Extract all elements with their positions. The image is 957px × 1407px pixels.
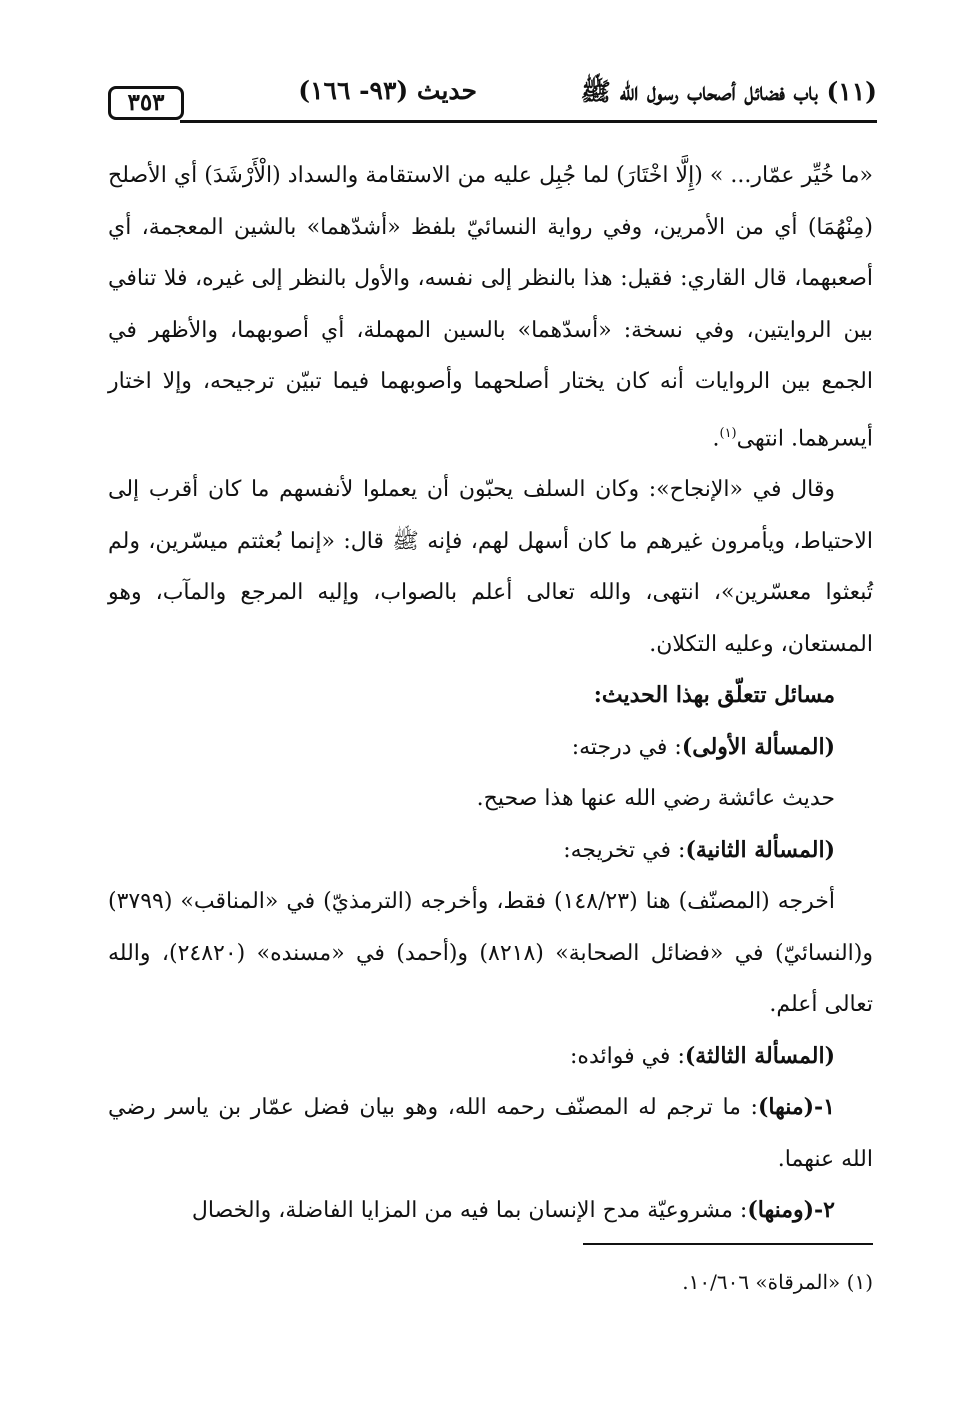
question-1-text: حديث عائشة رضي الله عنها هذا صحيح. [476,786,835,812]
question-1-heading [108,722,873,774]
question-1-label: : في درجته: [571,734,682,760]
section-title: مسائل تتعلّق بهذا الحديث: [593,682,835,709]
question-3-title: (المسألة الثالثة) [684,1042,835,1069]
benefit-2-lead: ٢-(ومنها) [747,1197,835,1224]
paragraph-1 [108,150,873,464]
footnote-ref: (١) [719,425,737,441]
question-2-text: أخرجه (المصنّف) هنا (١٤٨/٢٣) فقط، وأخرجه (الترمذيّ) في «المناقب» (٣٧٩٩) و(النسائيّ) في «فضائل الصحابة» (٨٢١٨) و(أحمد) في «مسنده» (٢٤٨٢٠)، والله تعالى أعلم. [108,889,873,1018]
main-text [108,150,873,1237]
benefit-2-text: : مشروعيّة مدح الإنسان بما فيه من المزايا الفاضلة، والخصال [191,1198,748,1224]
question-3-label: : في فوائده: [570,1043,685,1069]
question-2-label: : في تخريجه: [563,837,686,863]
question-2-title: (المسألة الثانية) [685,836,835,863]
question-1-title: (المسألة الأولى) [681,733,835,760]
footnote-rule [583,1243,873,1245]
benefit-1-lead: ١-(منها) [757,1094,835,1121]
chapter-title: (١١) باب فضائل أصحاب رسول الله ﷺ [580,77,877,106]
question-2-heading [108,825,873,877]
paragraph-1-end: . [712,425,720,451]
benefit-1-text: : ما ترجم له المصنّف رحمه الله، وهو بيان فضل عمّار بن ياسر رضي الله عنهما. [108,1095,873,1172]
footnote: (١) «المرقاة» ١٠/٦٠٦. [682,1270,873,1294]
page-number: ٣٥٣ [108,86,184,120]
header-rule [180,120,877,123]
benefit-1 [108,1082,873,1185]
benefit-2 [108,1185,873,1237]
paragraph-1-text: «ما خُيِّر عمّار... » (إِلَّا اخْتَارَ) لما جُبِل عليه من الاستقامة والسداد (الْأَرْشَدَ) أي الأصلح (مِنْهُمَا) أي من الأمرين، وفي رواية النسائيّ بلفظ «أشدّهما» بالشين المعجمة، أي أصعبهما، قال القاري: فقيل: هذا بالنظر إلى نفسه، والأول بالنظر إلى غيره، فلا تنافي بين الروايتين، وفي نسخة: «أسدّهما» بالسين المهملة، أي أصوبهما، والأظهر في الجمع بين الروايات أنه كان يختار أصلحهما وأصوبهما فيما تبيّن ترجيحه، وإلا اختار أيسرهما. انتهى [108,163,873,451]
question-3-heading [108,1031,873,1083]
paragraph-2: وقال في «الإنجاح»: وكان السلف يحبّون أن يعملوا لأنفسهم ما كان أقرب إلى الاحتياط، ويأمرون غيرهم ما كان أسهل لهم، فإنه ﷺ قال: «إنما بُعثتم ميسّرين، ولم تُبعثوا معسّرين»، انتهى، والله تعالى أعلم بالصواب، وإليه المرجع والمآب، وهو المستعان، وعليه التكلان. [108,477,873,657]
page-header [108,76,877,120]
hadith-range: حديث (٩٣- ١٦٦) [298,76,477,105]
